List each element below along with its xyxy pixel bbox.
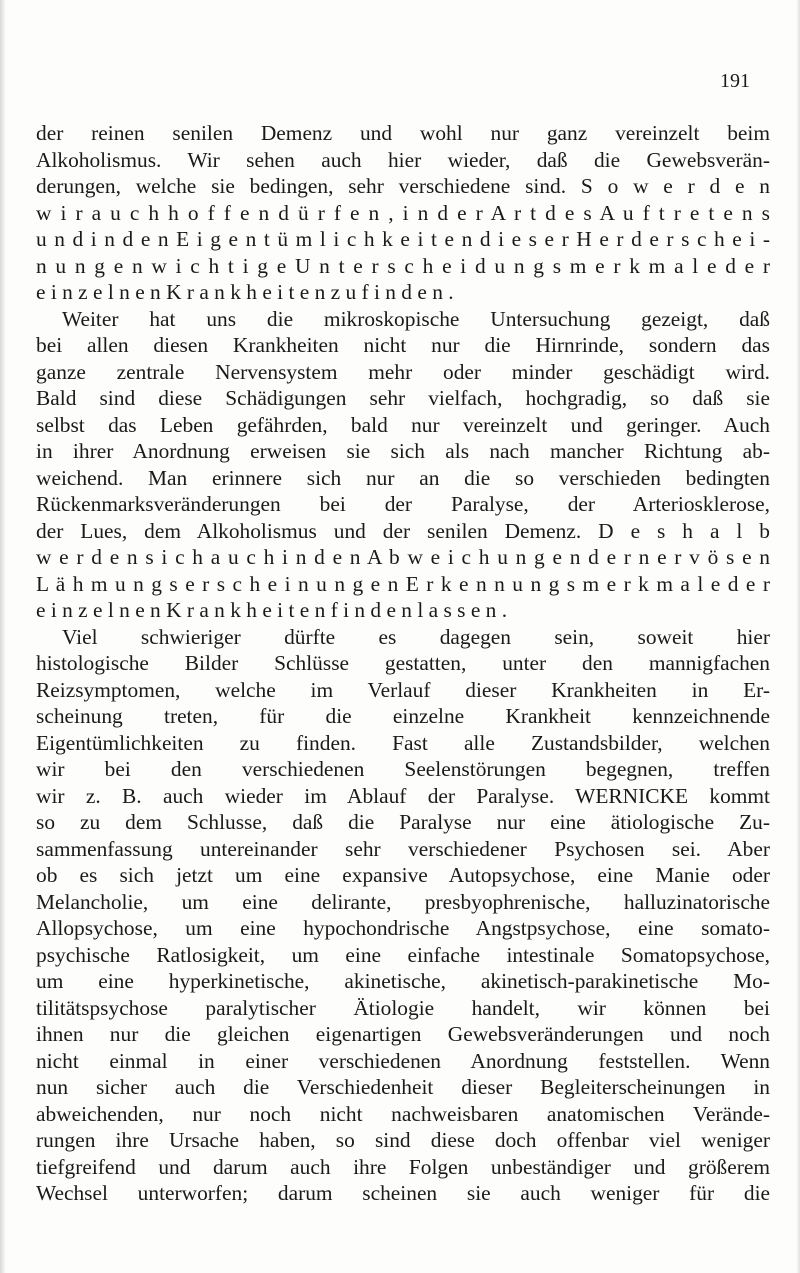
text-line: Bald sind diese Schädigungen sehr vielfach, hochgradig, so daß sie (36, 386, 770, 410)
text-line: der Lues, dem Alkoholismus und der senilen Demenz. D e s h a l b (36, 518, 770, 543)
page-left-edge-shadow (0, 0, 6, 1273)
text-line: Eigentümlichkeiten zu finden. Fast alle Zustandsbilder, welchen (36, 730, 770, 755)
text-line: ganze zentrale Nervensystem mehr oder minder geschädigt wird. (36, 359, 770, 384)
text-line: ob es sich jetzt um eine expansive Autopsychose, eine Manie oder (36, 863, 770, 887)
text-line: wir bei den verschiedenen Seelenstörungen begegnen, treffen (36, 757, 770, 781)
text-line: e i n z e l n e n K r a n k h e i t e n f i n d e n l a s s e n . (36, 598, 508, 622)
text-line: wir z. B. auch wieder im Ablauf der Paralyse. WERNICKE kommt (36, 783, 770, 808)
text-line: Allopsychose, um eine hypochondrische Angstpsychose, eine somato- (36, 916, 770, 940)
text-line: tiefgreifend und darum auch ihre Folgen unbeständiger und größerem (36, 1154, 770, 1179)
text-line: scheinung treten, für die einzelne Krankheit kennzeichnende (36, 704, 770, 728)
text-line: Weiter hat uns die mikroskopische Untersuchung gezeigt, daß (62, 306, 770, 331)
text-line: e i n z e l n e n K r a n k h e i t e n z u f i n d e n . (36, 280, 454, 304)
body-text (36, 120, 770, 1207)
text-line: tilitätspsychose paralytischer Ätiologie handelt, wir können bei (36, 995, 770, 1020)
text-line: nun sicher auch die Verschiedenheit dieser Begleiterscheinungen in (36, 1075, 770, 1099)
text-line: Melancholie, um eine delirante, presbyophrenische, halluzinatorische (36, 889, 770, 914)
text-line: weichend. Man erinnere sich nur an die so verschieden bedingten (36, 465, 770, 490)
text-line: Wechsel unterworfen; darum scheinen sie auch weniger für die (36, 1181, 770, 1205)
text-line: der reinen senilen Demenz und wohl nur ganz vereinzelt beim (36, 121, 770, 145)
text-line: w i r a u c h h o f f e n d ü r f e n , i n d e r A r t d e s A u f t r e t e n s (36, 200, 770, 225)
text-line: rungen ihre Ursache haben, so sind diese doch offenbar viel weniger (36, 1128, 770, 1152)
page-number: 191 (720, 70, 750, 92)
page-right-edge-shadow (796, 0, 800, 1273)
text-line: um eine hyperkinetische, akinetische, akinetisch-parakinetische Mo- (36, 969, 770, 993)
text-line: abweichenden, nur noch nicht nachweisbaren anatomischen Verände- (36, 1101, 770, 1126)
text-line: in ihrer Anordnung erweisen sie sich als nach mancher Richtung ab- (36, 439, 770, 463)
text-line: ihnen nur die gleichen eigenartigen Gewebsveränderungen und noch (36, 1022, 770, 1046)
text-line: bei allen diesen Krankheiten nicht nur die Hirnrinde, sondern das (36, 333, 770, 357)
text-line: u n d i n d e n E i g e n t ü m l i c h k e i t e n d i e s e r H e r d e r s c h e i - (36, 227, 770, 251)
text-line: Rückenmarksveränderungen bei der Paralyse, der Arteriosklerose, (36, 492, 770, 516)
text-line: Viel schwieriger dürfte es dagegen sein, soweit hier (62, 624, 770, 649)
text-line: Reizsymptomen, welche im Verlauf dieser Krankheiten in Er- (36, 677, 770, 702)
text-line: w e r d e n s i c h a u c h i n d e n A b w e i c h u n g e n d e r n e r v ö s e n (36, 545, 770, 569)
text-line: Alkoholismus. Wir sehen auch hier wieder, daß die Gewebsverän- (36, 147, 770, 172)
text-line: sammenfassung untereinander sehr verschiedener Psychosen sei. Aber (36, 836, 770, 861)
text-line: derungen, welche sie bedingen, sehr verschiedene sind. S o w e r d e n (36, 174, 770, 198)
text-line: nicht einmal in einer verschiedenen Anordnung feststellen. Wenn (36, 1048, 770, 1073)
text-line: n u n g e n w i c h t i g e U n t e r s c h e i d u n g s m e r k m a l e d e r (36, 253, 770, 278)
text-line: histologische Bilder Schlüsse gestatten, unter den mannigfachen (36, 651, 770, 675)
text-line: psychische Ratlosigkeit, um eine einfache intestinale Somatopsychose, (36, 942, 770, 967)
text-line: so zu dem Schlusse, daß die Paralyse nur eine ätiologische Zu- (36, 810, 770, 834)
text-line: L ä h m u n g s e r s c h e i n u n g e n E r k e n n u n g s m e r k m a l e d e r (36, 571, 770, 596)
text-line: selbst das Leben gefährden, bald nur vereinzelt und geringer. Auch (36, 412, 770, 437)
